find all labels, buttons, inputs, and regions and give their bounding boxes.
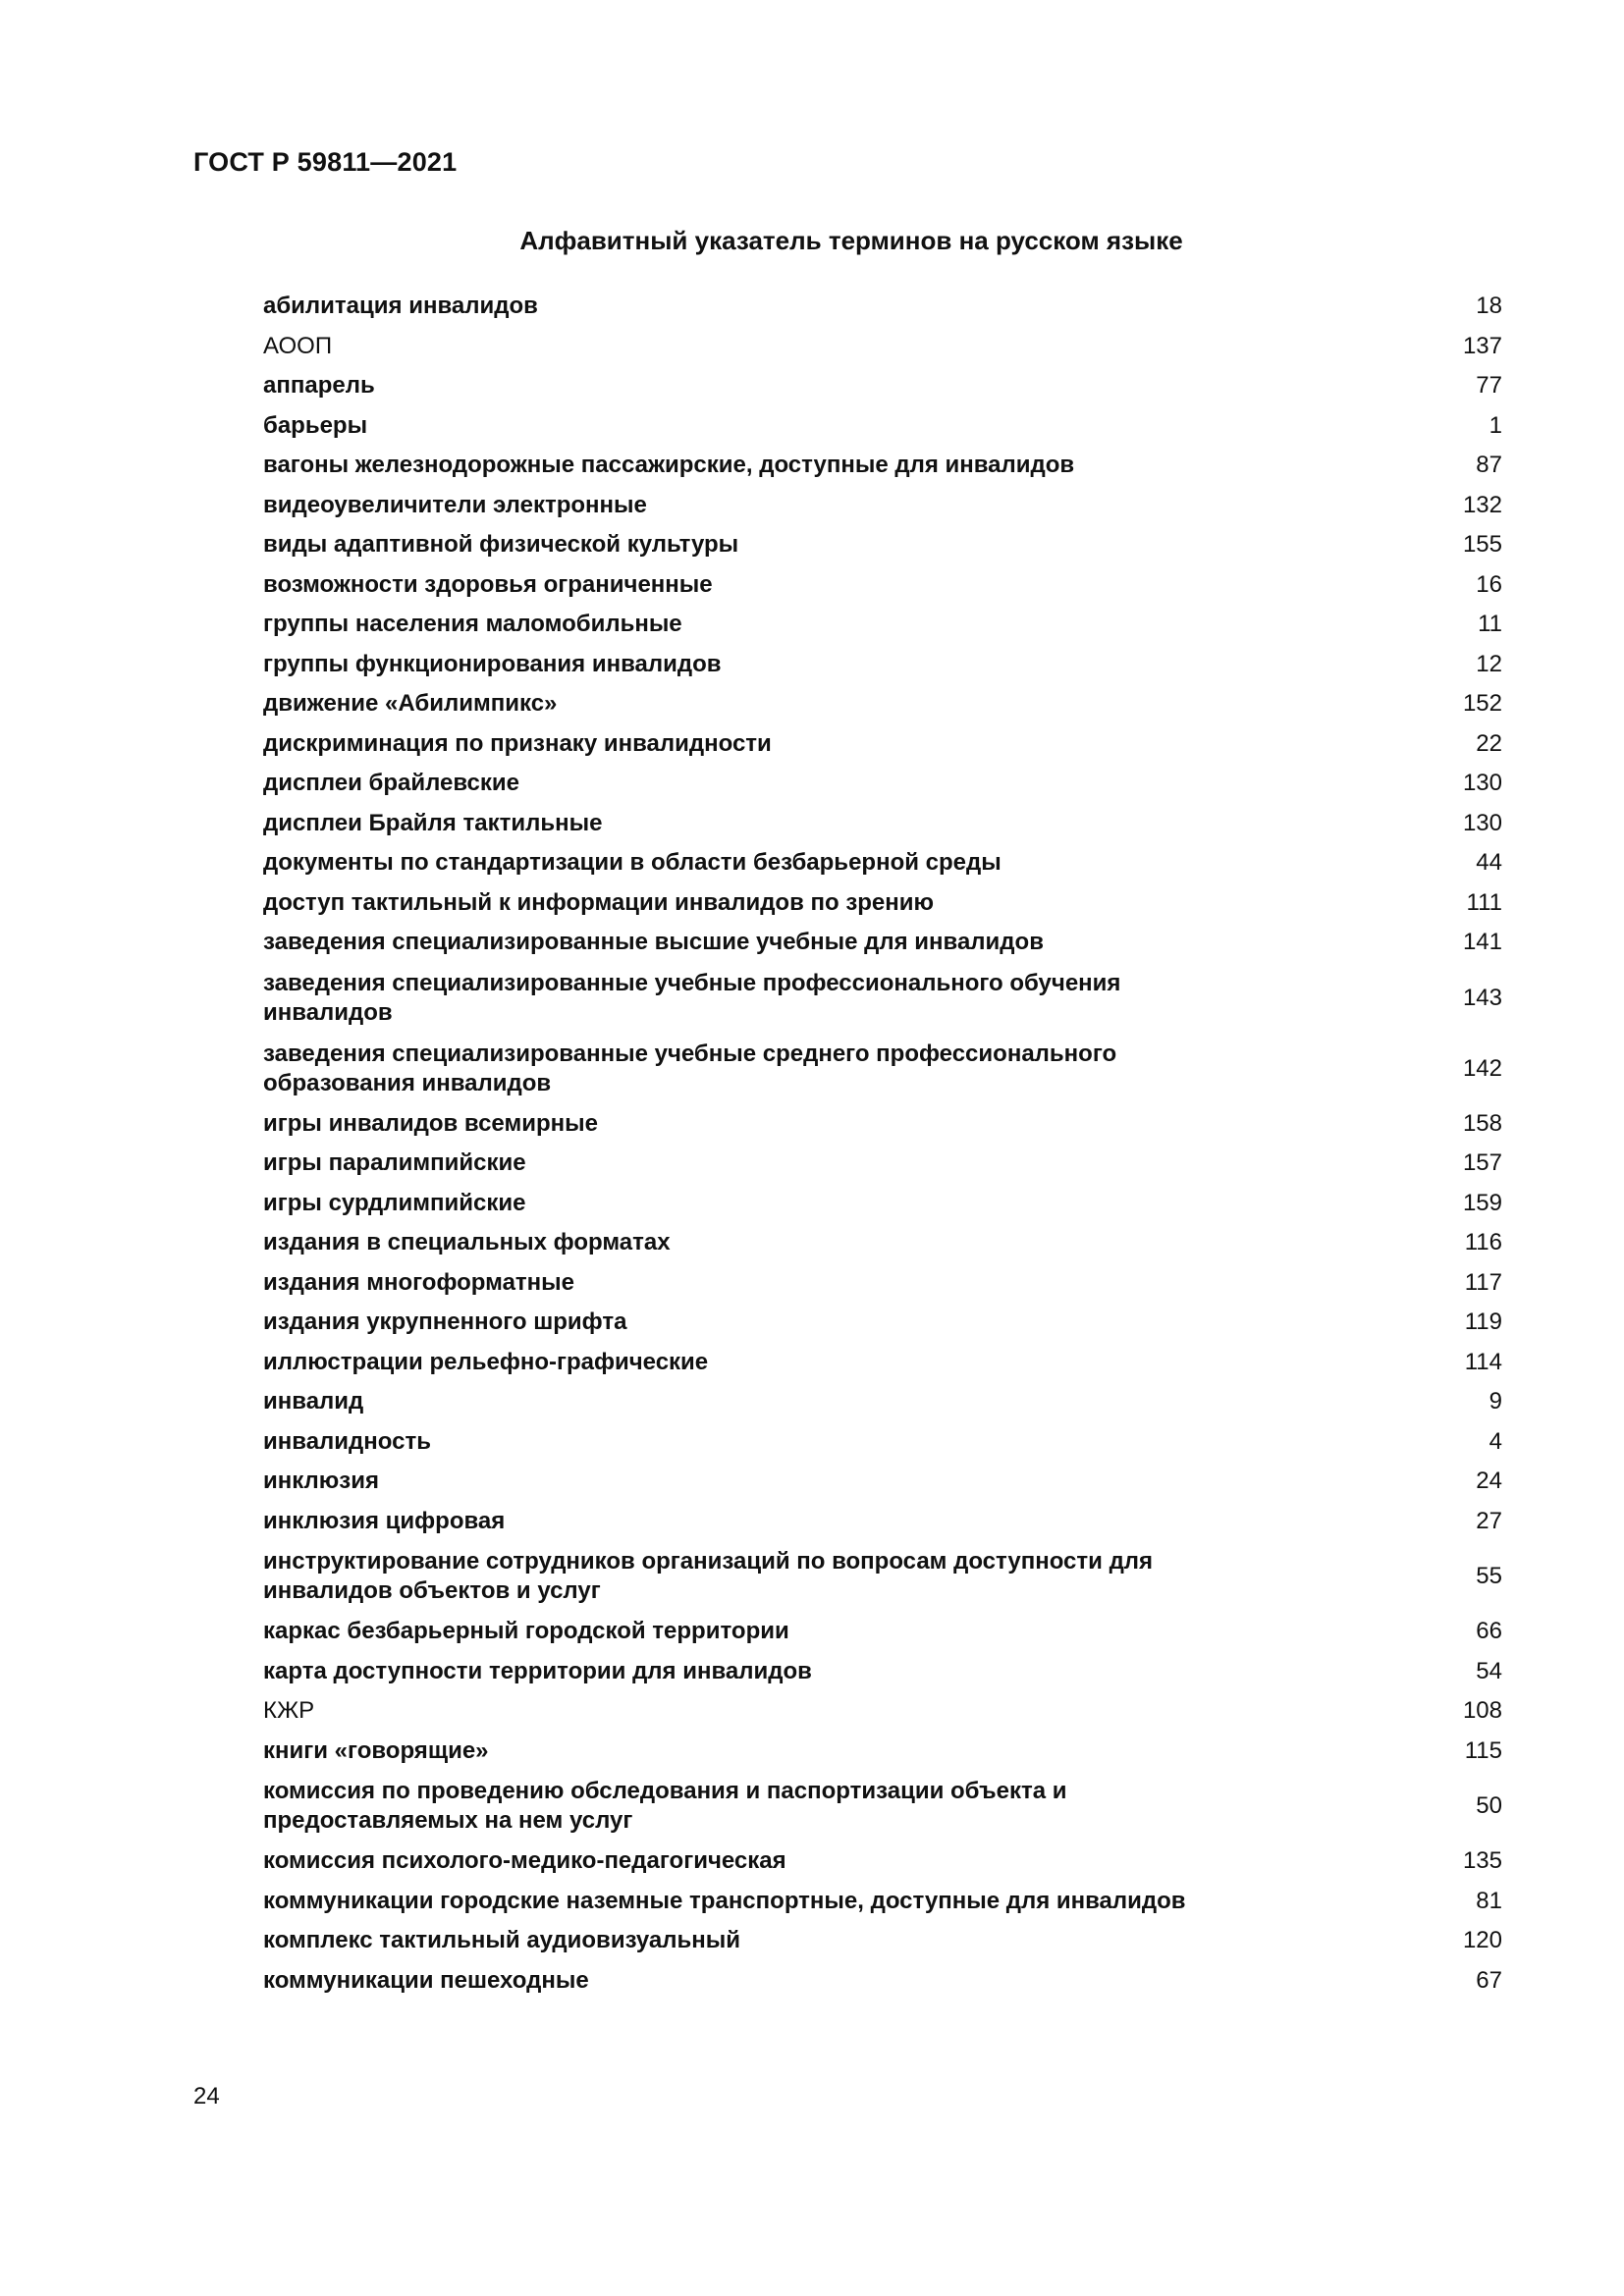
index-entry-term: комплекс тактильный аудиовизуальный bbox=[263, 1927, 741, 1954]
index-entry bbox=[263, 883, 1502, 924]
index-entry-term: каркас безбарьерный городской территории bbox=[263, 1618, 789, 1645]
index-entry-term: карта доступности территории для инвалидов bbox=[263, 1657, 812, 1684]
index-entry-term: группы функционирования инвалидов bbox=[263, 650, 722, 677]
index-entry-number: 12 bbox=[1476, 650, 1502, 677]
index-entry-term: инвалид bbox=[263, 1388, 364, 1415]
index-entry-number: 44 bbox=[1476, 849, 1502, 877]
index-entry bbox=[263, 1882, 1502, 1922]
index-entry-number: 87 bbox=[1476, 452, 1502, 479]
index-entry bbox=[263, 327, 1502, 367]
index-entry-term: издания в специальных форматах bbox=[263, 1229, 671, 1256]
index-entry bbox=[263, 565, 1502, 606]
index-entry-term: коммуникации городские наземные транспортные, доступные для инвалидов bbox=[263, 1887, 1186, 1914]
term-index-list bbox=[263, 287, 1502, 2001]
index-entry bbox=[263, 1034, 1502, 1104]
index-entry bbox=[263, 1502, 1502, 1542]
index-entry bbox=[263, 486, 1502, 526]
index-entry bbox=[263, 525, 1502, 565]
index-entry bbox=[263, 1382, 1502, 1422]
index-entry-number: 22 bbox=[1476, 729, 1502, 757]
index-entry-number: 117 bbox=[1464, 1268, 1502, 1296]
index-entry-term: инклюзия цифровая bbox=[263, 1507, 506, 1534]
index-entry-number: 135 bbox=[1462, 1847, 1502, 1875]
index-entry bbox=[263, 764, 1502, 804]
index-entry-number: 157 bbox=[1462, 1149, 1502, 1177]
index-entry-number: 55 bbox=[1476, 1563, 1502, 1589]
index-entry-number: 143 bbox=[1462, 984, 1502, 1011]
index-entry-term: аппарель bbox=[263, 372, 375, 400]
index-entry bbox=[263, 1422, 1502, 1463]
index-entry bbox=[263, 1104, 1502, 1145]
index-entry bbox=[263, 1541, 1502, 1612]
index-entry bbox=[263, 1691, 1502, 1732]
index-entry bbox=[263, 645, 1502, 685]
index-entry-term: инвалидность bbox=[263, 1427, 431, 1455]
index-entry-term: иллюстрации рельефно-графические bbox=[263, 1348, 709, 1375]
index-entry bbox=[263, 1771, 1502, 1842]
index-entry bbox=[263, 1652, 1502, 1692]
index-entry-term: АООП bbox=[263, 332, 333, 359]
index-entry-number: 18 bbox=[1476, 293, 1502, 320]
index-entry-term: группы населения маломобильные bbox=[263, 611, 682, 638]
index-entry bbox=[263, 923, 1502, 963]
index-entry bbox=[263, 1612, 1502, 1652]
index-entry-term: документы по стандартизации в области безбарьерной среды bbox=[263, 849, 1001, 877]
page-number: 24 bbox=[193, 2083, 220, 2109]
index-entry-number: 16 bbox=[1476, 570, 1502, 598]
index-entry-term: КЖР bbox=[263, 1697, 315, 1725]
index-entry-number: 54 bbox=[1476, 1657, 1502, 1684]
index-entry-number: 142 bbox=[1462, 1054, 1502, 1082]
index-entry-term: комиссия психолого-медико-педагогическая bbox=[263, 1847, 786, 1875]
index-entry bbox=[263, 1263, 1502, 1304]
index-entry-term: издания укрупненного шрифта bbox=[263, 1308, 627, 1336]
index-entry-number: 77 bbox=[1476, 372, 1502, 400]
index-entry-term: возможности здоровья ограниченные bbox=[263, 570, 713, 598]
index-entry-number: 50 bbox=[1476, 1792, 1502, 1819]
index-entry-number: 114 bbox=[1464, 1348, 1502, 1375]
index-entry-number: 108 bbox=[1462, 1697, 1502, 1725]
index-entry-number: 155 bbox=[1462, 531, 1502, 559]
index-entry-term: доступ тактильный к информации инвалидов по зрению bbox=[263, 888, 935, 916]
index-entry-term: движение «Абилимпикс» bbox=[263, 690, 558, 718]
index-entry-number: 120 bbox=[1462, 1927, 1502, 1954]
index-entry bbox=[263, 1961, 1502, 2002]
index-entry-term: видеоувеличители электронные bbox=[263, 491, 647, 518]
index-entry bbox=[263, 446, 1502, 486]
index-entry-number: 158 bbox=[1462, 1109, 1502, 1137]
index-title: Алфавитный указатель терминов на русском языке bbox=[519, 226, 1183, 255]
index-entry bbox=[263, 963, 1502, 1034]
index-entry bbox=[263, 287, 1502, 327]
index-entry-number: 4 bbox=[1489, 1427, 1502, 1455]
index-entry bbox=[263, 406, 1502, 447]
index-entry-term: дисплеи брайлевские bbox=[263, 770, 520, 797]
index-entry-term: инклюзия bbox=[263, 1468, 379, 1495]
index-entry-term: книги «говорящие» bbox=[263, 1736, 489, 1764]
index-entry bbox=[263, 1303, 1502, 1343]
index-entry-number: 141 bbox=[1462, 929, 1502, 956]
index-entry bbox=[263, 843, 1502, 883]
index-entry bbox=[263, 724, 1502, 765]
index-entry-term: издания многоформатные bbox=[263, 1268, 575, 1296]
index-entry-term: заведения специализированные учебные профессионального обучения инвалидов bbox=[263, 969, 1121, 1026]
index-entry-number: 24 bbox=[1476, 1468, 1502, 1495]
index-entry-number: 81 bbox=[1476, 1887, 1502, 1914]
index-entry bbox=[263, 804, 1502, 844]
index-entry-number: 119 bbox=[1464, 1308, 1502, 1336]
index-entry-number: 159 bbox=[1462, 1189, 1502, 1216]
index-entry-number: 1 bbox=[1489, 411, 1502, 439]
index-entry-number: 111 bbox=[1466, 888, 1502, 916]
index-entry bbox=[263, 366, 1502, 406]
index-entry bbox=[263, 1732, 1502, 1772]
index-entry-term: дискриминация по признаку инвалидности bbox=[263, 729, 772, 757]
index-entry bbox=[263, 1462, 1502, 1502]
index-entry-term: игры паралимпийские bbox=[263, 1149, 526, 1177]
index-entry-term: дисплеи Брайля тактильные bbox=[263, 809, 603, 836]
index-entry-term: виды адаптивной физической культуры bbox=[263, 531, 739, 559]
index-entry bbox=[263, 1921, 1502, 1961]
document-code: ГОСТ Р 59811—2021 bbox=[193, 147, 458, 177]
index-entry-number: 11 bbox=[1478, 611, 1502, 638]
index-entry-term: инструктирование сотрудников организаций по вопросам доступности для инвалидов объектов и услуг bbox=[263, 1548, 1154, 1604]
index-entry-number: 137 bbox=[1462, 332, 1502, 359]
index-entry bbox=[263, 684, 1502, 724]
index-entry-number: 152 bbox=[1462, 690, 1502, 718]
index-entry-term: барьеры bbox=[263, 411, 368, 439]
index-entry bbox=[263, 1223, 1502, 1263]
index-entry-number: 9 bbox=[1489, 1388, 1502, 1415]
index-entry-term: комиссия по проведению обследования и паспортизации объекта и предоставляемых на нем услуг bbox=[263, 1778, 1067, 1834]
index-entry-term: игры инвалидов всемирные bbox=[263, 1109, 598, 1137]
index-entry bbox=[263, 605, 1502, 645]
index-entry-term: заведения специализированные высшие учебные для инвалидов bbox=[263, 929, 1044, 956]
index-entry-term: игры сурдлимпийские bbox=[263, 1189, 526, 1216]
index-entry bbox=[263, 1184, 1502, 1224]
index-entry bbox=[263, 1144, 1502, 1184]
index-entry-number: 130 bbox=[1462, 770, 1502, 797]
index-entry-number: 67 bbox=[1476, 1966, 1502, 1994]
index-entry-number: 27 bbox=[1476, 1507, 1502, 1534]
index-entry-number: 116 bbox=[1464, 1229, 1502, 1256]
index-entry-number: 115 bbox=[1464, 1736, 1502, 1764]
index-entry bbox=[263, 1842, 1502, 1882]
index-entry-number: 66 bbox=[1476, 1618, 1502, 1645]
index-entry-term: вагоны железнодорожные пассажирские, доступные для инвалидов bbox=[263, 452, 1075, 479]
index-entry-number: 130 bbox=[1462, 809, 1502, 836]
index-entry-number: 132 bbox=[1462, 491, 1502, 518]
index-entry-term: коммуникации пешеходные bbox=[263, 1966, 589, 1994]
index-entry-term: абилитация инвалидов bbox=[263, 293, 538, 320]
index-entry-term: заведения специализированные учебные среднего профессионального образования инвалидов bbox=[263, 1040, 1117, 1096]
index-entry bbox=[263, 1343, 1502, 1383]
